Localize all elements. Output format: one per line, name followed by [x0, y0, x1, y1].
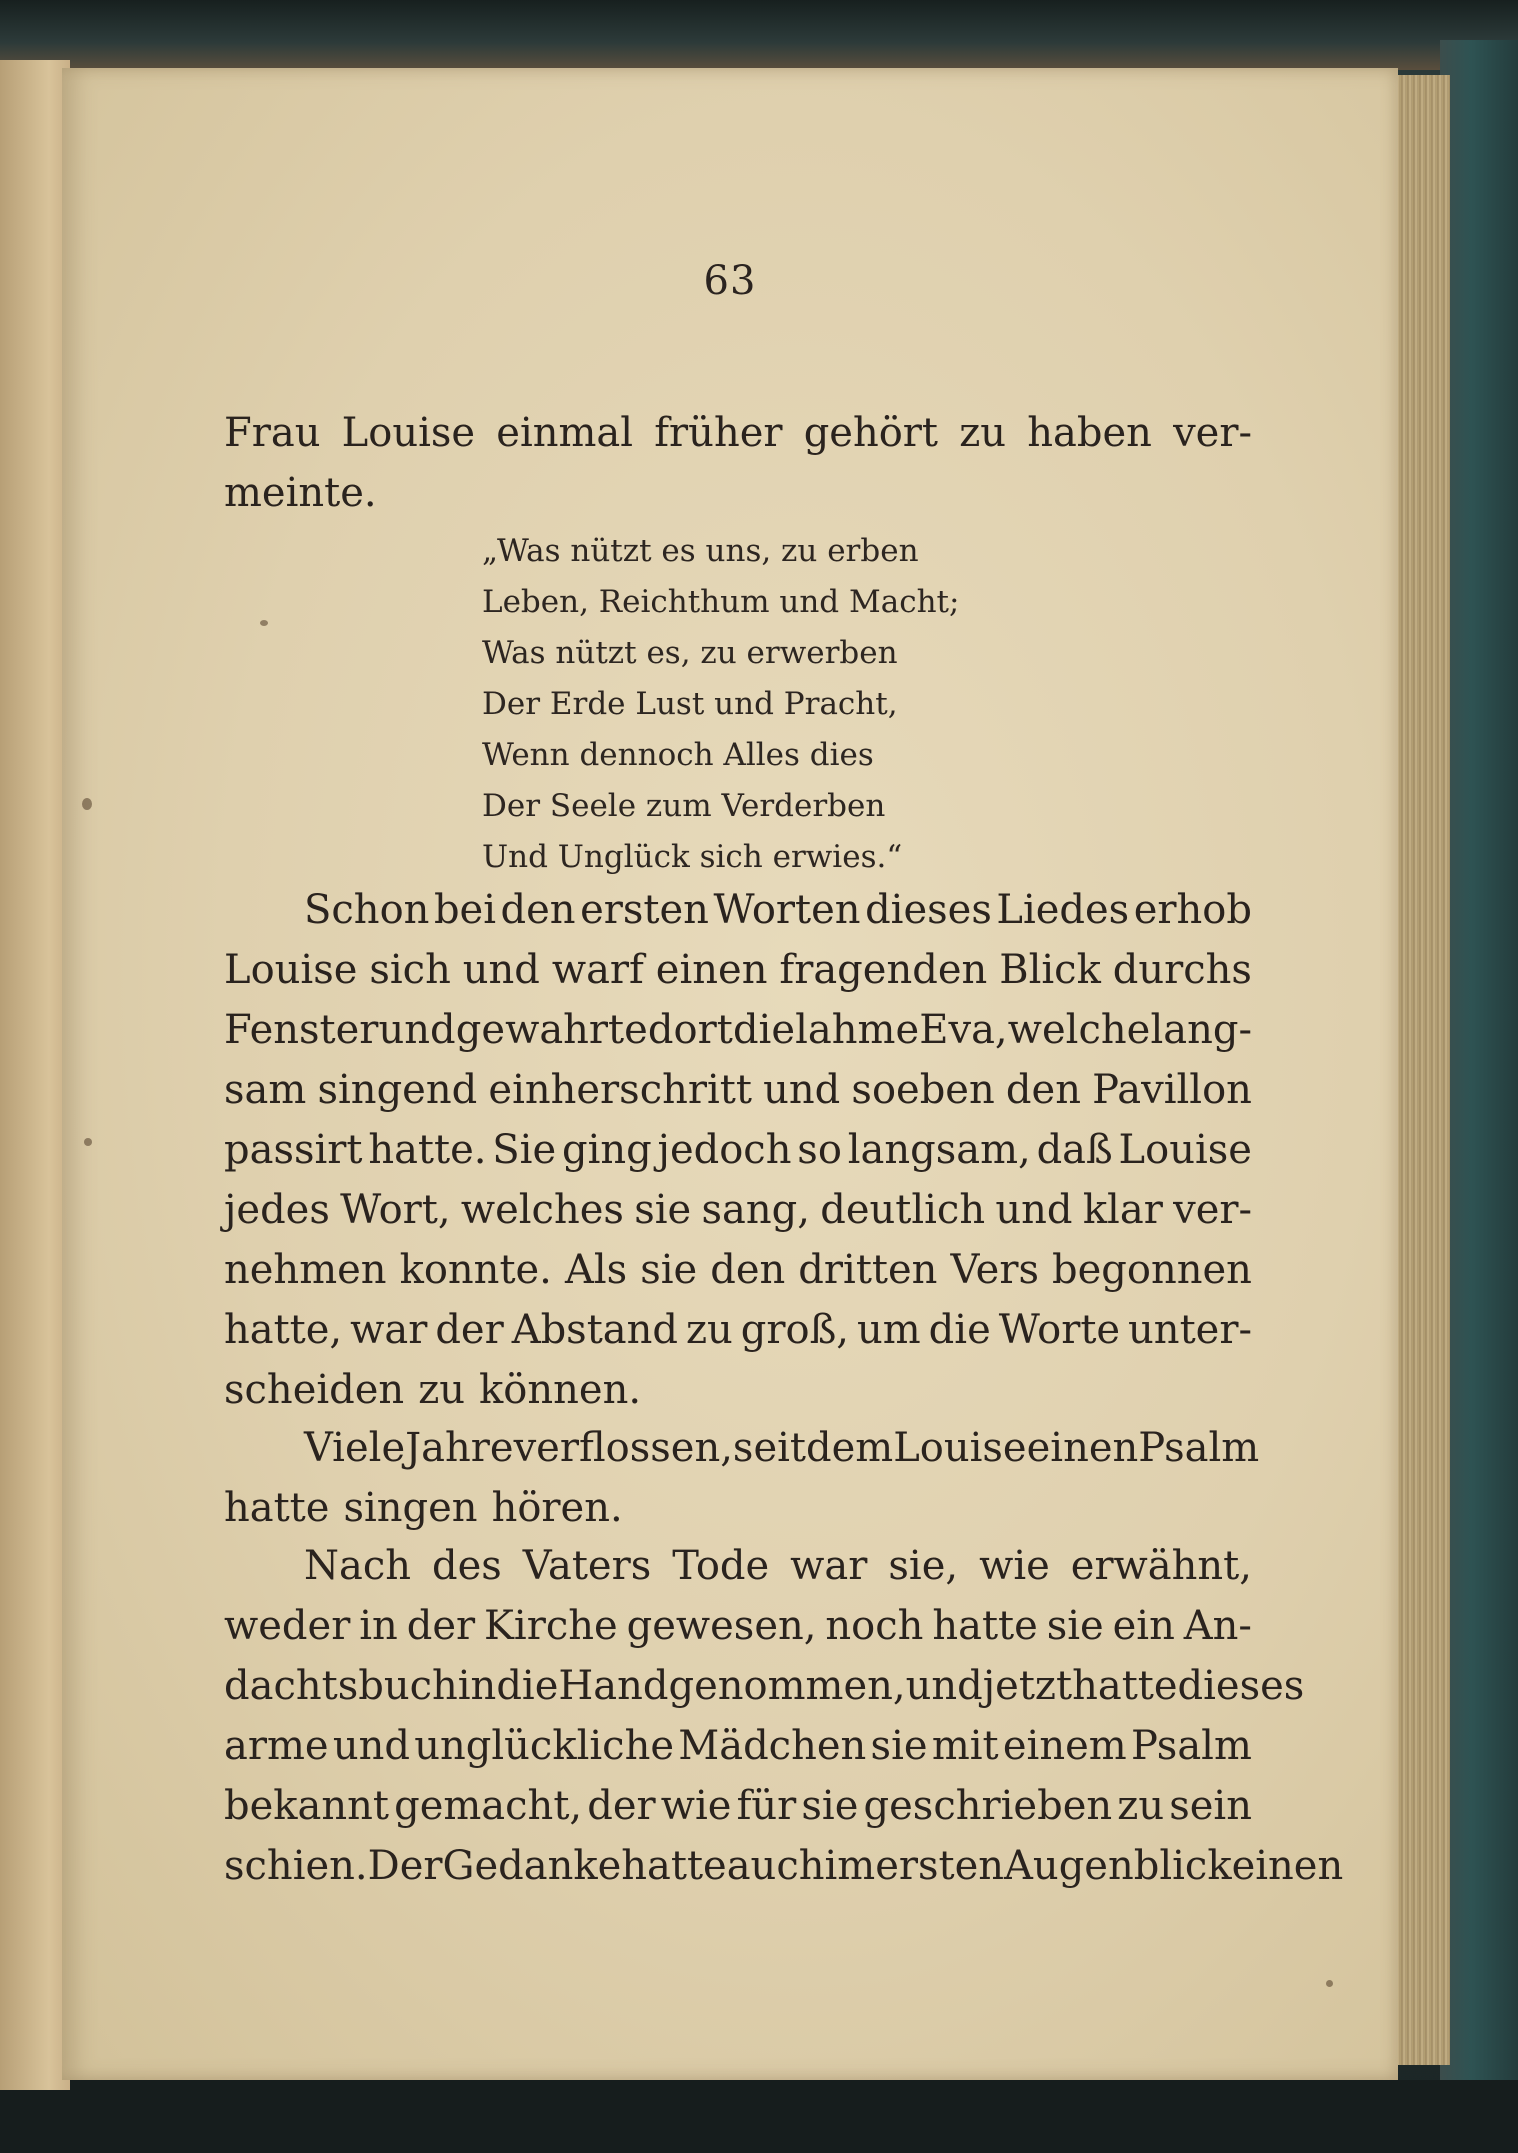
word: bei — [433, 887, 497, 933]
word: verflossen, — [513, 1425, 733, 1471]
word: Louise — [341, 410, 476, 456]
word: einherschritt — [488, 1067, 752, 1113]
poem-line: Wenn dennoch Alles dies — [482, 737, 874, 773]
word: den — [500, 887, 576, 933]
word: Schon — [304, 887, 430, 933]
word: war — [790, 1543, 868, 1589]
poem-line: Was nützt es, zu erwerben — [482, 635, 898, 671]
book-cover-bottom — [0, 2080, 1518, 2153]
text-line — [224, 1120, 1252, 1180]
word: Viele — [304, 1425, 406, 1471]
poem — [482, 526, 1182, 883]
word: daß — [1036, 1127, 1113, 1173]
word: langsam, — [847, 1127, 1031, 1173]
word: Wort, — [340, 1187, 451, 1233]
word: Frau — [224, 410, 321, 456]
poem-line: Der Seele zum Verderben — [482, 788, 886, 824]
word: der — [406, 1603, 476, 1649]
book-page — [62, 68, 1398, 2080]
word: unter- — [1128, 1307, 1252, 1353]
word: Nach — [304, 1543, 412, 1589]
word: ging — [561, 1127, 652, 1173]
text-line — [224, 1836, 1344, 1896]
word: soeben — [851, 1067, 995, 1113]
word: Louise — [1118, 1127, 1252, 1173]
word: so — [797, 1127, 842, 1173]
text-line — [224, 1300, 1252, 1360]
text-line — [224, 1656, 1305, 1716]
word: einen — [1026, 1425, 1139, 1471]
word: Eva, — [919, 1007, 1008, 1053]
word: passirt — [224, 1127, 363, 1173]
word: sie — [1046, 1603, 1104, 1649]
paper-stain — [82, 798, 92, 810]
word: klar — [1082, 1187, 1163, 1233]
word: sie — [634, 1187, 692, 1233]
word: hatte — [932, 1603, 1038, 1649]
word: sie — [801, 1783, 859, 1829]
word: scheiden — [224, 1367, 405, 1413]
word: Jahre — [405, 1425, 514, 1471]
word: und — [462, 947, 540, 993]
word: Der — [367, 1843, 443, 1889]
word: die — [732, 1007, 796, 1053]
word: hatte — [621, 1843, 727, 1889]
text-line — [224, 1776, 1252, 1836]
word: Pavillon — [1092, 1067, 1252, 1113]
word: Louise — [893, 1425, 1027, 1471]
intro-text — [224, 403, 1252, 523]
word: zu — [959, 410, 1007, 456]
word: in — [457, 1663, 497, 1709]
word: und — [332, 1723, 410, 1769]
word: welche — [1007, 1007, 1151, 1053]
word: sich — [369, 947, 451, 993]
word: An- — [1183, 1603, 1252, 1649]
text-line — [224, 1716, 1252, 1776]
paragraph-2 — [224, 1418, 1260, 1538]
word: die — [928, 1307, 991, 1353]
word: seitdem — [732, 1425, 894, 1471]
word: ver- — [1173, 410, 1252, 456]
text-line — [224, 403, 1252, 463]
word: Hand — [558, 1663, 669, 1709]
word: Kirche — [484, 1603, 618, 1649]
word: ersten — [875, 1843, 1005, 1889]
poem-line: Und Unglück sich erwies.“ — [482, 839, 903, 875]
word: sie — [870, 1723, 928, 1769]
word: sie — [640, 1247, 698, 1293]
word: weder — [224, 1603, 351, 1649]
word: durchs — [1112, 947, 1252, 993]
word: jetzt — [982, 1663, 1073, 1709]
word: sam — [224, 1067, 307, 1113]
paper-stain — [84, 1138, 92, 1146]
word: welches — [460, 1187, 624, 1233]
text-line — [224, 1060, 1252, 1120]
paper-stain — [1326, 1980, 1333, 1987]
paragraph-3 — [224, 1536, 1344, 1896]
word: Abstand — [511, 1307, 678, 1353]
word: arme — [224, 1723, 329, 1769]
previous-page-edge — [0, 60, 70, 2090]
word: einen — [1231, 1843, 1344, 1889]
word: gemacht, — [394, 1783, 583, 1829]
page-number: 63 — [703, 258, 757, 304]
word: dritten — [798, 1247, 938, 1293]
text-line — [224, 1180, 1252, 1240]
word: sein — [1169, 1783, 1252, 1829]
word: Liedes — [996, 887, 1130, 933]
word: ersten — [580, 887, 709, 933]
word: wie — [979, 1543, 1050, 1589]
word: fragenden — [779, 947, 988, 993]
word: unglückliche — [414, 1723, 674, 1769]
word: gewahrte — [455, 1007, 648, 1053]
word: zu — [418, 1367, 466, 1413]
word: zu — [1117, 1783, 1165, 1829]
word: lang- — [1150, 1007, 1252, 1053]
word: der — [435, 1307, 504, 1353]
text-line — [224, 463, 1252, 523]
word: den — [710, 1247, 786, 1293]
word: jedoch — [657, 1127, 792, 1173]
text-line — [224, 1596, 1252, 1656]
word: Gedanke — [442, 1843, 622, 1889]
word: Tode — [672, 1543, 770, 1589]
word: dieses — [1177, 1663, 1305, 1709]
word: hatte — [1072, 1663, 1178, 1709]
word: ver- — [1173, 1187, 1252, 1233]
word: hören. — [491, 1485, 623, 1531]
word: Louise — [224, 947, 358, 993]
text-line — [224, 1000, 1252, 1060]
text-line — [224, 1478, 1252, 1538]
word: dort — [647, 1007, 733, 1053]
word: konnte. — [399, 1247, 552, 1293]
word: einem — [1002, 1723, 1127, 1769]
word: und — [378, 1007, 456, 1053]
word: schien. — [224, 1843, 368, 1889]
word: Fenster — [224, 1007, 379, 1053]
word: Worte — [998, 1307, 1121, 1353]
text-line — [224, 1240, 1252, 1300]
book-cover-top — [0, 0, 1518, 70]
text-line — [224, 1418, 1260, 1478]
word: können. — [479, 1367, 642, 1413]
word: Vers — [950, 1247, 1039, 1293]
word: meinte. — [224, 470, 377, 516]
word: nehmen — [224, 1247, 387, 1293]
text-line — [224, 880, 1252, 940]
word: gehört — [803, 410, 939, 456]
word: und — [763, 1067, 841, 1113]
word: Augenblick — [1004, 1843, 1232, 1889]
word: jedes — [224, 1187, 330, 1233]
word: hatte. — [368, 1127, 487, 1173]
poem-line: „Was nützt es uns, zu erben — [482, 533, 919, 569]
word: im — [824, 1843, 876, 1889]
word: singend — [317, 1067, 478, 1113]
word: Blick — [999, 947, 1101, 993]
word: mit — [931, 1723, 999, 1769]
word: geschrieben — [863, 1783, 1113, 1829]
word: warf — [551, 947, 644, 993]
word: wie — [660, 1783, 732, 1829]
word: sang, — [701, 1187, 810, 1233]
word: auch — [726, 1843, 825, 1889]
word: in — [359, 1603, 398, 1649]
word: der — [587, 1783, 656, 1829]
book-cover-right — [1440, 40, 1518, 2100]
word: Psalm — [1138, 1425, 1260, 1471]
word: Worten — [713, 887, 861, 933]
word: noch — [825, 1603, 924, 1649]
word: bekannt — [224, 1783, 389, 1829]
text-line — [224, 1360, 1252, 1420]
word: dieses — [865, 887, 992, 933]
word: und — [995, 1187, 1073, 1233]
word: erwähnt, — [1070, 1543, 1252, 1589]
poem-line: Leben, Reichthum und Macht; — [482, 584, 960, 620]
word: deutlich — [820, 1187, 986, 1233]
word: sie, — [888, 1543, 959, 1589]
word: die — [496, 1663, 559, 1709]
word: erhob — [1133, 887, 1252, 933]
word: einen — [655, 947, 768, 993]
word: zu — [685, 1307, 733, 1353]
word: Vaters — [522, 1543, 652, 1589]
poem-line: Der Erde Lust und Pracht, — [482, 686, 898, 722]
paragraph-1 — [224, 880, 1252, 1420]
word: Mädchen — [678, 1723, 867, 1769]
word: des — [432, 1543, 502, 1589]
word: dachtsbuch — [224, 1663, 458, 1709]
word: groß, — [740, 1307, 850, 1353]
word: Psalm — [1130, 1723, 1252, 1769]
word: singen — [343, 1485, 478, 1531]
word: genommen, — [668, 1663, 906, 1709]
word: hatte, — [224, 1307, 343, 1353]
word: war — [350, 1307, 428, 1353]
paper-stain — [260, 620, 268, 626]
word: ein — [1112, 1603, 1175, 1649]
word: um — [857, 1307, 921, 1353]
word: haben — [1027, 410, 1152, 456]
word: begonnen — [1052, 1247, 1252, 1293]
word: den — [1005, 1067, 1081, 1113]
word: einmal — [496, 410, 634, 456]
word: Sie — [492, 1127, 557, 1173]
word: hatte — [224, 1485, 330, 1531]
word: Als — [564, 1247, 628, 1293]
word: gewesen, — [626, 1603, 817, 1649]
word: früher — [654, 410, 783, 456]
word: lahme — [795, 1007, 920, 1053]
text-line — [224, 1536, 1252, 1596]
text-line — [224, 940, 1252, 1000]
word: und — [905, 1663, 983, 1709]
word: für — [736, 1783, 797, 1829]
